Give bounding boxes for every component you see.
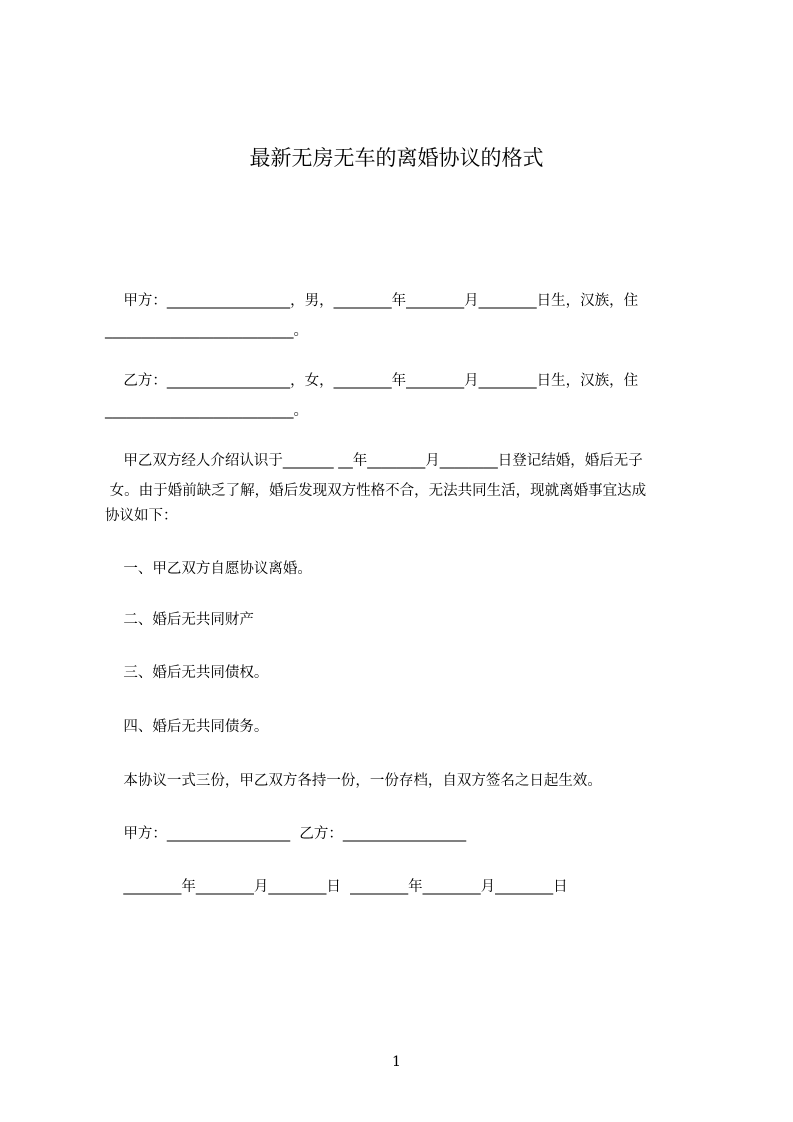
clause-2: 二、婚后无共同财产	[105, 612, 254, 628]
party-b-line-2: __________________________。	[105, 403, 308, 419]
party-a-line-1: 甲方：_________________，男，________年________月________日生，汉族，住	[105, 293, 639, 309]
party-a-line-2: __________________________。	[105, 323, 308, 339]
clause-3: 三、婚后无共同债权。	[105, 665, 269, 681]
party-b-line-1: 乙方：_________________，女，________年________月________日生，汉族，住	[105, 373, 639, 389]
clause-4: 四、婚后无共同债务。	[105, 719, 269, 735]
clause-1: 一、甲乙双方自愿协议离婚。	[105, 561, 312, 577]
page-number: 1	[392, 1054, 401, 1070]
intro-line-1: 甲乙双方经人介绍认识于_______ __年________月________日登记结婚，婚后无子	[105, 453, 643, 469]
document-title: 最新无房无车的离婚协议的格式	[249, 146, 544, 170]
intro-line-2: 女。由于婚前缺乏了解，婚后发现双方性格不合，无法共同生活，现就离婚事宜达成	[105, 483, 647, 499]
validity-clause: 本协议一式三份，甲乙双方各持一份，一份存档，自双方签名之日起生效。	[105, 773, 602, 789]
date-line: ________年________月________日 ________年________月________日	[105, 879, 568, 895]
signature-line: 甲方：_________________ 乙方：_________________	[105, 826, 467, 842]
intro-line-3: 协议如下：	[105, 508, 178, 524]
